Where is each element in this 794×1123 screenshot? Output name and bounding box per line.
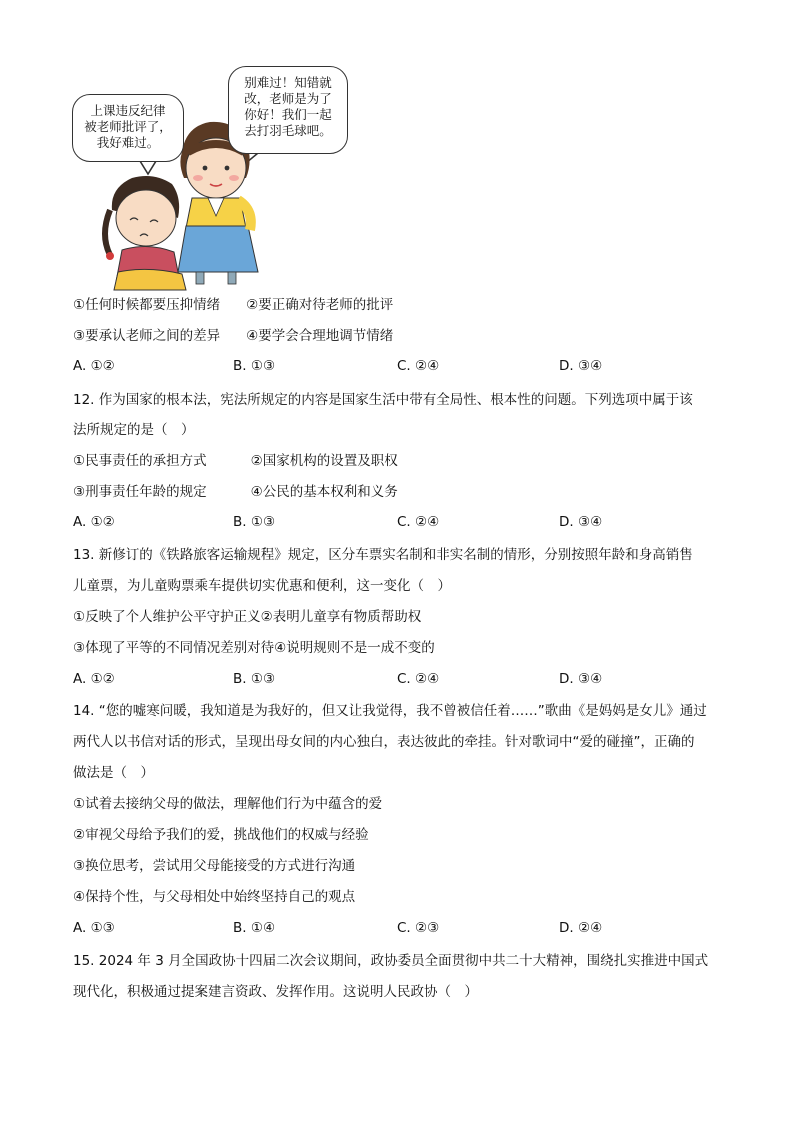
speech-bubble-sad: 上课违反纪律 被老师批评了， 我好难过。 (72, 94, 184, 162)
q13-option-d: D. ③④ (559, 671, 603, 687)
q12-options (73, 514, 733, 532)
q14-option-a: A. ①③ (73, 920, 115, 936)
q13-option-c: C. ②④ (397, 671, 440, 687)
q11-items-row1: ①任何时候都要压抑情绪 ②要正确对待老师的批评 (73, 297, 394, 313)
q15-stem-line2: 现代化，积极通过提案建言资政、发挥作用。这说明人民政协（ ） (73, 984, 478, 1000)
q11-items-row2: ③要承认老师之间的差异 ④要学会合理地调节情绪 (73, 328, 394, 344)
q11-option-a: A. ①② (73, 358, 115, 374)
q11-option-b: B. ①③ (233, 358, 276, 374)
q14-stem-line1: 14. “您的嘘寒问暖，我知道是为我好的，但又让我觉得，我不曾被信任着……”歌曲《是妈妈是女儿》通过 (73, 703, 707, 719)
q14-stem-line2: 两代人以书信对话的形式，呈现出母女间的内心独白，表达彼此的牵挂。针对歌词中“爱的碰撞”，正确的 (73, 734, 695, 750)
sad-girl-figure (105, 176, 186, 290)
q11-option-d: D. ③④ (559, 358, 603, 374)
q12-option-b: B. ①③ (233, 514, 276, 530)
q12-items-row2: ③刑事责任年龄的规定 ④公民的基本权利和义务 (73, 484, 398, 500)
q14-item-4: ④保持个性，与父母相处中始终坚持自己的观点 (73, 889, 356, 905)
q13-items-row2: ③体现了平等的不同情况差别对待④说明规则不是一成不变的 (73, 640, 435, 656)
q13-stem-line2: 儿童票，为儿童购票乘车提供切实优惠和便利，这一变化（ ） (73, 578, 451, 594)
q15-stem-line1: 15. 2024 年 3 月全国政协十四届二次会议期间，政协委员全面贯彻中共二十大精神，围绕扎实推进中国式 (73, 953, 709, 969)
q13-option-b: B. ①③ (233, 671, 276, 687)
q14-option-b: B. ①④ (233, 920, 276, 936)
q12-option-a: A. ①② (73, 514, 115, 530)
q11-options (73, 358, 733, 376)
q13-stem-line1: 13. 新修订的《铁路旅客运输规程》规定，区分车票实名制和非实名制的情形，分别按照年龄和身高销售 (73, 547, 693, 563)
q14-stem-line3: 做法是（ ） (73, 765, 154, 781)
q13-items-row1: ①反映了个人维护公平守护正义②表明儿童享有物质帮助权 (73, 609, 422, 625)
q14-option-c: C. ②③ (397, 920, 440, 936)
q12-option-d: D. ③④ (559, 514, 603, 530)
q13-options (73, 671, 733, 689)
q14-item-2: ②审视父母给予我们的爱，挑战他们的权威与经验 (73, 827, 369, 843)
q13-option-a: A. ①② (73, 671, 115, 687)
q12-stem-line2: 法所规定的是（ ） (73, 422, 195, 438)
q12-items-row1: ①民事责任的承担方式 ②国家机构的设置及职权 (73, 453, 398, 469)
q11-option-c: C. ②④ (397, 358, 440, 374)
q12-option-c: C. ②④ (397, 514, 440, 530)
q14-item-1: ①试着去接纳父母的做法，理解他们行为中蕴含的爱 (73, 796, 383, 812)
q14-options (73, 920, 733, 938)
q14-option-d: D. ②④ (559, 920, 603, 936)
q14-item-3: ③换位思考，尝试用父母能接受的方式进行沟通 (73, 858, 356, 874)
speech-bubble-comfort: 别难过！知错就 改，老师是为了 你好！我们一起 去打羽毛球吧。 (228, 66, 348, 154)
q12-stem-line1: 12. 作为国家的根本法，宪法所规定的内容是国家生活中带有全局性、根本性的问题。下列选项中属于该 (73, 392, 693, 408)
cartoon-illustration (70, 60, 360, 292)
